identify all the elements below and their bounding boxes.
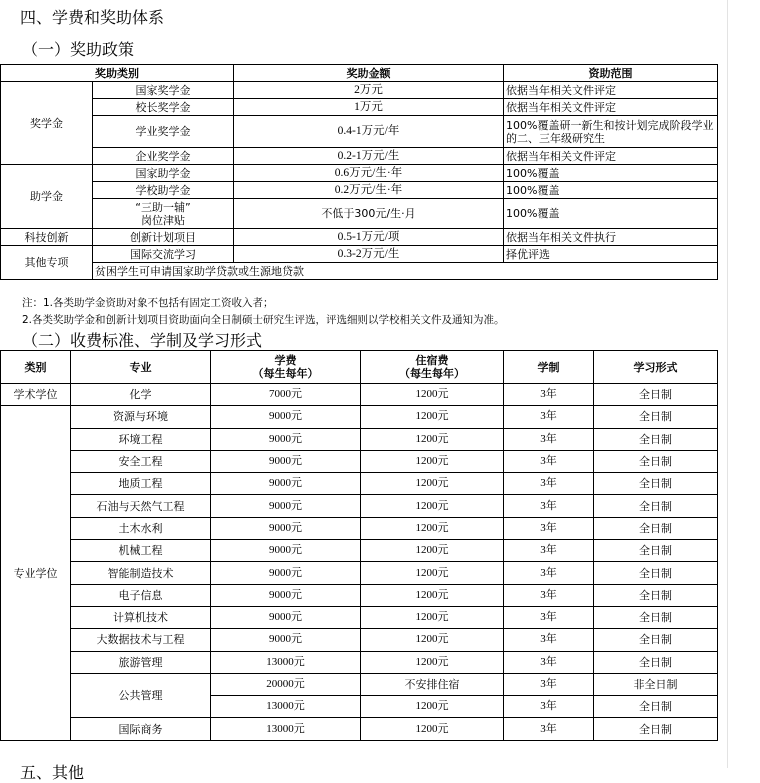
award-scope: 依据当年相关文件评定 xyxy=(504,148,718,165)
fee-duration: 3年 xyxy=(504,673,594,695)
fees-header-lodging-line1: 住宿费 xyxy=(415,354,449,367)
fee-major: 石油与天然气工程 xyxy=(71,495,211,517)
fee-lodging: 1200元 xyxy=(361,495,504,517)
group-scholarship: 奖学金 xyxy=(1,82,93,165)
fee-major: 安全工程 xyxy=(71,450,211,472)
fee-duration: 3年 xyxy=(504,696,594,718)
fee-major: 电子信息 xyxy=(71,584,211,606)
table-row xyxy=(1,182,718,199)
fee-tuition: 9000元 xyxy=(211,606,361,628)
fee-duration: 3年 xyxy=(504,629,594,651)
fee-tuition: 9000元 xyxy=(211,450,361,472)
fee-mode: 全日制 xyxy=(594,473,718,495)
fee-lodging: 1200元 xyxy=(361,473,504,495)
award-scope: 依据当年相关文件评定 xyxy=(504,99,718,116)
award-item-line1: “三助一辅” xyxy=(135,200,191,214)
fee-major: 环境工程 xyxy=(71,428,211,450)
table-row xyxy=(1,584,718,606)
loan-note: 贫困学生可申请国家助学贷款或生源地贷款 xyxy=(93,263,718,280)
fee-major: 地质工程 xyxy=(71,473,211,495)
awards-header-row xyxy=(1,65,718,82)
award-scope: 100%覆盖 xyxy=(504,199,718,229)
award-scope: 100%覆盖 xyxy=(504,165,718,182)
fee-mode: 全日制 xyxy=(594,517,718,539)
table-row xyxy=(1,406,718,428)
fee-tuition: 9000元 xyxy=(211,584,361,606)
fee-duration: 3年 xyxy=(504,473,594,495)
fee-lodging: 1200元 xyxy=(361,384,504,406)
award-amount: 0.6万元/生·年 xyxy=(234,165,504,182)
awards-header-category: 奖助类别 xyxy=(1,65,234,82)
award-item: 国家奖学金 xyxy=(93,82,234,99)
award-amount: 0.2-1万元/生 xyxy=(234,148,504,165)
fee-mode: 全日制 xyxy=(594,584,718,606)
table-row xyxy=(1,384,718,406)
table-row xyxy=(1,199,718,229)
fees-header-lodging xyxy=(361,351,504,384)
fee-tuition: 13000元 xyxy=(211,696,361,718)
award-item: 国家助学金 xyxy=(93,165,234,182)
fee-lodging: 1200元 xyxy=(361,696,504,718)
fee-duration: 3年 xyxy=(504,606,594,628)
fee-major: 计算机技术 xyxy=(71,606,211,628)
fee-tuition: 20000元 xyxy=(211,673,361,695)
fee-duration: 3年 xyxy=(504,540,594,562)
table-row xyxy=(1,263,718,280)
section-other-title: 五、其他 xyxy=(20,763,85,782)
fee-mode: 全日制 xyxy=(594,428,718,450)
fee-lodging: 1200元 xyxy=(361,562,504,584)
table-row xyxy=(1,629,718,651)
fee-tuition: 7000元 xyxy=(211,384,361,406)
subsection-fees-title: （二）收费标准、学制及学习形式 xyxy=(22,331,263,350)
table-row xyxy=(1,495,718,517)
fee-duration: 3年 xyxy=(504,406,594,428)
fees-table xyxy=(0,350,718,741)
fee-mode: 全日制 xyxy=(594,384,718,406)
award-scope: 依据当年相关文件评定 xyxy=(504,82,718,99)
table-row xyxy=(1,428,718,450)
award-amount: 0.4-1万元/年 xyxy=(234,116,504,148)
group-grant: 助学金 xyxy=(1,165,93,229)
fee-tuition: 9000元 xyxy=(211,629,361,651)
fee-lodging: 1200元 xyxy=(361,540,504,562)
fee-lodging: 1200元 xyxy=(361,450,504,472)
section-title: 四、学费和奖助体系 xyxy=(20,8,165,27)
table-row xyxy=(1,651,718,673)
table-row xyxy=(1,718,718,740)
category-academic: 学术学位 xyxy=(1,384,71,406)
fee-duration: 3年 xyxy=(504,517,594,539)
fee-duration: 3年 xyxy=(504,495,594,517)
table-row xyxy=(1,229,718,246)
award-amount: 0.5-1万元/项 xyxy=(234,229,504,246)
fees-header-tuition-line2: （每生每年） xyxy=(252,367,319,380)
award-item: 学业奖学金 xyxy=(93,116,234,148)
fee-tuition: 9000元 xyxy=(211,517,361,539)
group-other: 其他专项 xyxy=(1,246,93,280)
award-item: 国际交流学习 xyxy=(93,246,234,263)
fee-major: 智能制造技术 xyxy=(71,562,211,584)
award-item: 创新计划项目 xyxy=(93,229,234,246)
table-row xyxy=(1,673,718,695)
awards-header-amount: 奖助金额 xyxy=(234,65,504,82)
fee-major: 土木水利 xyxy=(71,517,211,539)
award-amount: 2万元 xyxy=(234,82,504,99)
fees-header-category: 类别 xyxy=(1,351,71,384)
fee-major: 国际商务 xyxy=(71,718,211,740)
fees-header-duration: 学制 xyxy=(504,351,594,384)
fee-lodging: 1200元 xyxy=(361,629,504,651)
fee-duration: 3年 xyxy=(504,428,594,450)
awards-header-scope: 资助范围 xyxy=(504,65,718,82)
fee-major: 旅游管理 xyxy=(71,651,211,673)
table-row xyxy=(1,606,718,628)
award-scope: 100%覆盖研一新生和按计划完成阶段学业的二、三年级研究生 xyxy=(504,116,718,148)
fee-mode: 全日制 xyxy=(594,495,718,517)
fee-mode: 全日制 xyxy=(594,562,718,584)
fee-tuition: 13000元 xyxy=(211,718,361,740)
table-row xyxy=(1,540,718,562)
fee-major: 公共管理 xyxy=(71,673,211,718)
fee-lodging: 1200元 xyxy=(361,406,504,428)
fees-header-tuition-line1: 学费 xyxy=(274,354,297,367)
table-row xyxy=(1,82,718,99)
fee-major: 化学 xyxy=(71,384,211,406)
table-row xyxy=(1,473,718,495)
fee-major: 大数据技术与工程 xyxy=(71,629,211,651)
fee-tuition: 13000元 xyxy=(211,651,361,673)
award-scope: 100%覆盖 xyxy=(504,182,718,199)
award-item: 学校助学金 xyxy=(93,182,234,199)
fee-mode: 全日制 xyxy=(594,450,718,472)
fee-duration: 3年 xyxy=(504,651,594,673)
fee-lodging: 1200元 xyxy=(361,718,504,740)
table-row xyxy=(1,562,718,584)
award-item xyxy=(93,199,234,229)
fee-duration: 3年 xyxy=(504,584,594,606)
category-professional: 专业学位 xyxy=(1,406,71,740)
fees-header-lodging-line2: （每生每年） xyxy=(399,367,465,380)
fee-mode: 全日制 xyxy=(594,629,718,651)
fee-mode: 全日制 xyxy=(594,540,718,562)
award-amount: 不低于300元/生·月 xyxy=(234,199,504,229)
table-row xyxy=(1,517,718,539)
fees-header-mode: 学习形式 xyxy=(594,351,718,384)
award-item: 校长奖学金 xyxy=(93,99,234,116)
fee-major: 资源与环境 xyxy=(71,406,211,428)
fee-lodging: 不安排住宿 xyxy=(361,673,504,695)
note-line-2: 2.各类奖助学金和创新计划项目资助面向全日制硕士研究生评选，评选细则以学校相关文件及通知为准。 xyxy=(22,314,505,326)
fee-lodging: 1200元 xyxy=(361,584,504,606)
fee-lodging: 1200元 xyxy=(361,517,504,539)
fee-lodging: 1200元 xyxy=(361,651,504,673)
subsection-awards-title: （一）奖助政策 xyxy=(22,40,135,59)
table-row xyxy=(1,99,718,116)
group-research: 科技创新 xyxy=(1,229,93,246)
fee-mode: 全日制 xyxy=(594,651,718,673)
fee-lodging: 1200元 xyxy=(361,428,504,450)
fee-duration: 3年 xyxy=(504,450,594,472)
award-amount: 0.3-2万元/生 xyxy=(234,246,504,263)
fee-tuition: 9000元 xyxy=(211,428,361,450)
page-edge-rule xyxy=(727,0,728,768)
award-amount: 1万元 xyxy=(234,99,504,116)
fees-header-major: 专业 xyxy=(71,351,211,384)
fees-header-row xyxy=(1,351,718,384)
fee-lodging: 1200元 xyxy=(361,606,504,628)
fee-mode: 全日制 xyxy=(594,606,718,628)
awards-table xyxy=(0,64,718,280)
fee-tuition: 9000元 xyxy=(211,473,361,495)
table-row xyxy=(1,246,718,263)
note-line-1: 注：1.各类助学金资助对象不包括有固定工资收入者； xyxy=(22,297,274,309)
award-item: 企业奖学金 xyxy=(93,148,234,165)
fee-duration: 3年 xyxy=(504,562,594,584)
fee-tuition: 9000元 xyxy=(211,540,361,562)
award-amount: 0.2万元/生·年 xyxy=(234,182,504,199)
fee-tuition: 9000元 xyxy=(211,562,361,584)
award-item-line2: 岗位津贴 xyxy=(141,213,185,227)
table-row xyxy=(1,450,718,472)
table-row xyxy=(1,148,718,165)
fee-mode: 全日制 xyxy=(594,718,718,740)
fee-mode: 全日制 xyxy=(594,696,718,718)
table-row xyxy=(1,116,718,148)
table-row xyxy=(1,165,718,182)
award-scope: 择优评选 xyxy=(504,246,718,263)
fees-header-tuition xyxy=(211,351,361,384)
award-scope: 依据当年相关文件执行 xyxy=(504,229,718,246)
fee-mode: 非全日制 xyxy=(594,673,718,695)
fee-tuition: 9000元 xyxy=(211,495,361,517)
fee-duration: 3年 xyxy=(504,718,594,740)
fee-tuition: 9000元 xyxy=(211,406,361,428)
fee-mode: 全日制 xyxy=(594,406,718,428)
fee-major: 机械工程 xyxy=(71,540,211,562)
fee-duration: 3年 xyxy=(504,384,594,406)
